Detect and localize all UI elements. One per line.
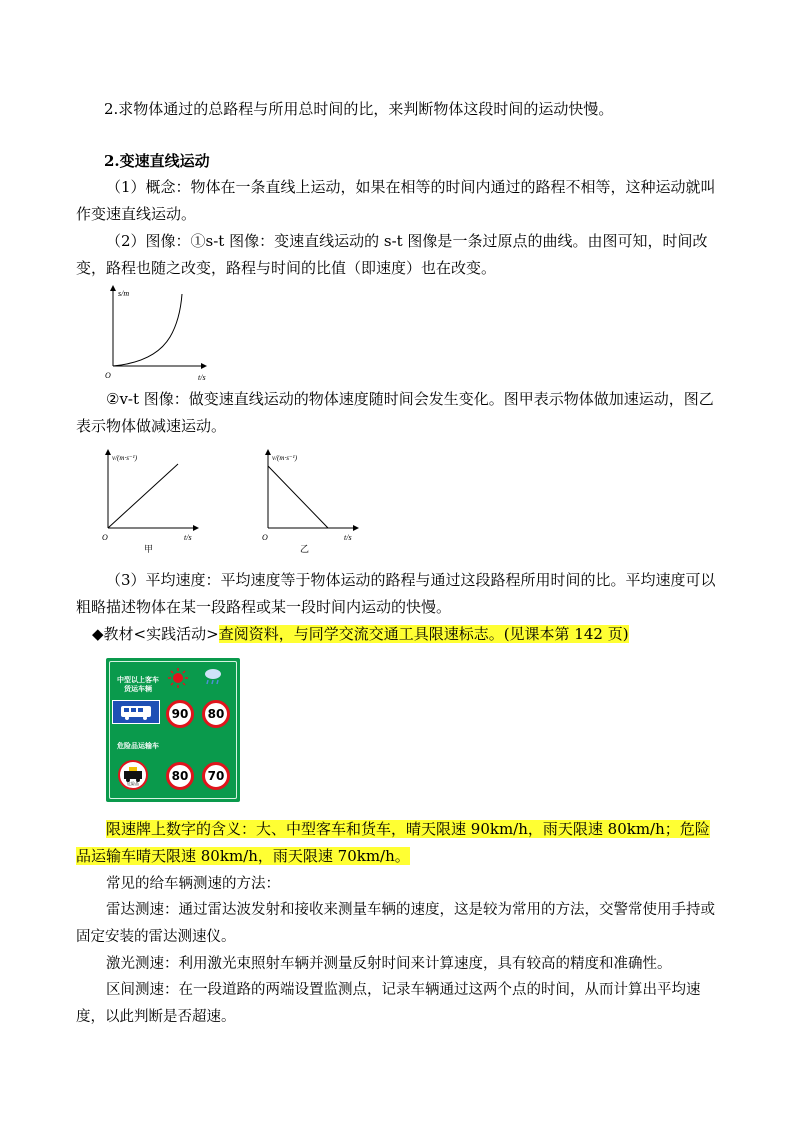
radar-method: 雷达测速：通过雷达波发射和接收来测量车辆的速度，这是较为常用的方法，交警常使用手持或固定安装的雷达测速仪。 xyxy=(76,902,715,945)
interval-method: 区间测速：在一段道路的两端设置监测点，记录车辆通过这两个点的时间，从而计算出平均速度，以此判断是否超速。 xyxy=(76,982,701,1025)
meaning-paragraph xyxy=(76,816,720,870)
section-heading: 2.变速直线运动 xyxy=(104,152,210,170)
meaning-highlight: 限速牌上数字的含义：大、中型客车和货车，晴天限速 90km/h，雨天限速 80km/h；危险品运输车晴天限速 80km/h，雨天限速 70km/h。 xyxy=(76,820,710,865)
concept-paragraph: （1）概念：物体在一条直线上运动，如果在相等的时间内通过的路程不相等，这种运动就叫作变速直线运动。 xyxy=(76,178,716,223)
st-xlabel: t/s xyxy=(198,373,206,382)
laser-method: 激光测速：利用激光束照射车辆并测量反射时间来计算速度，具有较高的精度和准确性。 xyxy=(106,956,672,972)
vt-decel-line xyxy=(268,466,328,528)
bus-icon xyxy=(112,700,160,724)
limit-80-rain: 80 xyxy=(202,700,230,728)
textbook-activity-text: 查阅资料，与同学交流交通工具限速标志。(见课本第 142 页) xyxy=(218,625,629,643)
vt-decel-graph xyxy=(258,448,368,558)
vt-paragraph: ②v-t 图像：做变速直线运动的物体速度随时间会发生变化。图甲表示物体做加速运动，图乙表示物体做减速运动。 xyxy=(76,390,714,435)
textbook-marker: ◆教材<实践活动> xyxy=(92,625,219,643)
methods-intro: 常见的给车辆测速的方法： xyxy=(106,876,280,892)
vt-accel-ylabel: v/(m·s⁻¹) xyxy=(112,454,138,462)
textbook-line xyxy=(92,621,722,648)
st-graph xyxy=(100,282,220,382)
vt-decel-origin: O xyxy=(262,533,268,542)
st-ylabel: s/m xyxy=(118,289,130,298)
vt-decel-xlabel: t/s xyxy=(344,533,352,542)
item-2-text: 2.求物体通过的总路程与所用总时间的比，来判断物体这段时间的运动快慢。 xyxy=(104,100,614,118)
sign-label-passenger-freight: 中型以上客车 货运车辆 xyxy=(117,676,159,693)
speed-limit-sign xyxy=(106,658,240,802)
sun-icon xyxy=(168,668,188,688)
vt-decel-ylabel: v/(m·s⁻¹) xyxy=(272,454,298,462)
hazmat-small-label: 危险品 xyxy=(127,781,139,786)
vt-accel-graph xyxy=(98,448,208,558)
vt-accel-caption: 甲 xyxy=(144,544,154,554)
st-origin: O xyxy=(105,371,111,380)
avg-speed-paragraph: （3）平均速度：平均速度等于物体运动的路程与通过这段路程所用时间的比。平均速度可以粗略描述物体在某一段路程或某一段时间内运动的快慢。 xyxy=(76,571,716,616)
vt-accel-origin: O xyxy=(102,533,108,542)
hazmat-truck-icon xyxy=(118,760,148,790)
sign-label-hazmat: 危险品运输车 xyxy=(117,742,159,750)
vt-accel-xlabel: t/s xyxy=(184,533,192,542)
vt-decel-caption: 乙 xyxy=(300,544,310,554)
vt-accel-line xyxy=(108,464,178,528)
st-curve xyxy=(113,294,182,366)
image-intro-paragraph: （2）图像：①s-t 图像：变速直线运动的 s-t 图像是一条过原点的曲线。由图可知，时间改变，路程也随之改变，路程与时间的比值（即速度）也在改变。 xyxy=(76,232,708,277)
limit-80-hazmat-clear: 80 xyxy=(166,762,194,790)
limit-90-clear: 90 xyxy=(166,700,194,728)
limit-70-hazmat-rain: 70 xyxy=(202,762,230,790)
rain-cloud-icon xyxy=(202,666,224,688)
